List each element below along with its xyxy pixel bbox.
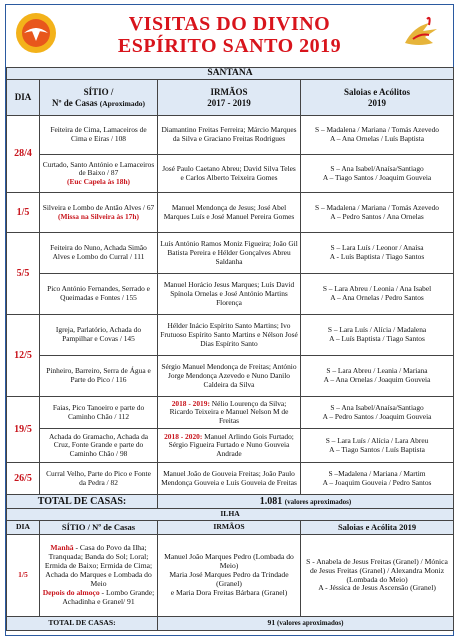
title-line-2: ESPÍRITO SANTO 2019: [117, 35, 342, 57]
table-row: [7, 274, 454, 315]
santana-total-row: [7, 495, 454, 509]
col-dia: DIA: [7, 80, 40, 116]
total-label: TOTAL DE CASAS:: [7, 617, 158, 631]
col-sitio: SÍTIO / Nº de Casas (Aproximado): [40, 80, 158, 116]
brothers-cell: Sérgio Manuel Mendonça de Freitas; António Jorge Mendonça Azevedo e Nuno Danilo Caldeira da Silva: [158, 356, 301, 397]
table-row: [7, 116, 454, 155]
table-row: [7, 315, 454, 356]
saloias-cell: S – Lara Abreu / Leonia / Ana Isabel A – Ana Ornelas / Pedro Santos: [301, 274, 454, 315]
site-cell: Curral Velho, Parte do Pico e Fonte da Pedra / 82: [40, 463, 158, 495]
brothers-cell: 2018 - 2020: Manuel Arlindo Gois Furtado; Sérgio Figueira Furtado e Nuno Gouveia Andrade: [158, 429, 301, 463]
day-cell: 12/5: [7, 315, 40, 397]
saloias-cell: S –Madalena / Mariana / Martim A – Joaquim Gouveia / Pedro Santos: [301, 463, 454, 495]
saloias-cell: S – Madalena / Mariana / Tomás Azevedo A – Pedro Santos / Ana Ornelas: [301, 193, 454, 233]
total-value-cell: [158, 617, 454, 631]
saloias-cell: S – Lara Luís / Leonor / Anaísa A - Luís Baptista / Tiago Santos: [301, 233, 454, 274]
day-cell: 19/5: [7, 397, 40, 463]
site-cell: Feiteira do Nuno, Achada Simão Alves e Lombo do Curral / 111: [40, 233, 158, 274]
ilha-section-title: ILHA: [7, 509, 454, 521]
col-saloias: Saloias e Acólitos 2019: [301, 80, 454, 116]
col-saloias: Saloias e Acólita 2019: [301, 521, 454, 535]
total-value-cell: [158, 495, 454, 509]
saloias-cell: S – Lara Abreu / Leania / Mariana A – Ana Ornelas / Joaquim Gouveia: [301, 356, 454, 397]
document-sheet: [5, 4, 454, 636]
table-row: [7, 429, 454, 463]
site-cell: Igreja, Parlatório, Achada do Pampilhar e Covas / 145: [40, 315, 158, 356]
brothers-cell: José Paulo Caetano Abreu; David Silva Teles e Carlos Alberto Teixeira Gomes: [158, 155, 301, 193]
day-cell: 28/4: [7, 116, 40, 193]
ilha-table: [6, 508, 454, 631]
table-row: [7, 463, 454, 495]
site-cell: Achada do Gramacho, Achada da Cruz, Fonte Grande e parte do Caminho Chão / 98: [40, 429, 158, 463]
title-line-1: VISITAS DO DIVINO: [128, 13, 331, 35]
table-row: [7, 233, 454, 274]
saloias-cell: S – Ana Isabel/Anaísa/Santiago A – Tiago Santos / Joaquim Gouveia: [301, 155, 454, 193]
brothers-cell: 2018 - 2019: Nélio Lourenço da Silva; Ricardo Teixeira e Manuel Nelson M de Freitas: [158, 397, 301, 429]
table-row: [7, 535, 454, 617]
table-row: [7, 356, 454, 397]
saloias-cell: S – Ana Isabel/Anaísa/Santiago A – Pedro Santos / Joaquim Gouveia: [301, 397, 454, 429]
brothers-cell: Manuel João Marques Pedro (Lombada do Meio) Maria José Marques Pedro da Trindade (Granel) e Maria Dora Freitas Bárbara (Granel): [158, 535, 301, 617]
site-cell: Manhã - Casa do Povo da Ilha; Tranquada; Banda do Sol; Loral; Ermida de Baixo; Ermida de Cima; Achada do Marques e Lombada do Meio Depois do almoço - Lombo Grande; Achadinha e Granel/ 91: [40, 535, 158, 617]
dove-flame-icon: [399, 13, 443, 57]
santana-section-title: SANTANA: [7, 68, 454, 80]
brothers-cell: Diamantino Freitas Ferreira; Márcio Marques da Silva e Graciano Freitas Rodrigues: [158, 116, 301, 155]
brothers-cell: Luís António Ramos Moniz Figueira; João Gil Batista Pereira e Hélder Gonçalves Abreu Saldanha: [158, 233, 301, 274]
site-cell: Pico António Fernandes, Serrado e Queimadas e Fontes / 155: [40, 274, 158, 315]
total-note: (valores aproximados): [277, 619, 344, 628]
total-label: TOTAL DE CASAS:: [7, 495, 158, 509]
brothers-cell: Hélder Inácio Espírito Santo Martins; Ivo Frutuoso Espírito Santo Martins e Nélson José Dias Espírito Santo: [158, 315, 301, 356]
table-row: [7, 193, 454, 233]
col-irmaos: IRMÃOS 2017 - 2019: [158, 80, 301, 116]
site-cell: Pinheiro, Barreiro, Serra de Água e Parte do Pico / 116: [40, 356, 158, 397]
brothers-cell: Manuel Mendonça de Jesus; José Abel Marques Luís e José Manuel Pereira Gomes: [158, 193, 301, 233]
day-cell: 1/5: [7, 535, 40, 617]
site-note: (Euc Capela às 18h): [66, 177, 131, 187]
day-cell: 1/5: [7, 193, 40, 233]
brothers-cell: Manuel João de Gouveia Freitas; João Paulo Mendonça Gouveia e Luís Gouveia de Freitas: [158, 463, 301, 495]
col-dia: DIA: [7, 521, 40, 535]
col-irmaos: IRMÃOS: [158, 521, 301, 535]
site-cell: Feiteira de Cima, Lamaceiros de Cima e Eiras / 108: [40, 116, 158, 155]
total-value: 1.081: [259, 495, 283, 507]
day-cell: 5/5: [7, 233, 40, 315]
saloias-cell: S – Madalena / Mariana / Tomás Azevedo A – Ana Ornelas / Luís Baptista: [301, 116, 454, 155]
santana-table: [6, 67, 454, 509]
total-value: 91: [267, 618, 276, 628]
site-cell: Faias, Pico Tanoeiro e parte do Caminho Chão / 112: [40, 397, 158, 429]
day-cell: 26/5: [7, 463, 40, 495]
col-sitio: SÍTIO / Nº de Casas: [40, 521, 158, 535]
saloias-cell: S – Lara Luís / Alícia / Madalena A – Luís Baptista / Tiago Santos: [301, 315, 454, 356]
site-note: (Missa na Silveira às 17h): [58, 211, 139, 221]
brothers-cell: Manuel Horácio Jesus Marques; Luís David Spínola Ornelas e José António Martins Florença: [158, 274, 301, 315]
saloias-cell: S - Anabela de Jesus Freitas (Granel) / Mónica de Jesus Freitas (Granel) / Alexandra Moniz (Lombada do Meio) A - Jéssica de Jesus Ascensão (Granel): [301, 535, 454, 617]
saloias-cell: S – Lara Luís / Alícia / Lara Abreu A – Tiago Santos / Luís Baptista: [301, 429, 454, 463]
site-cell: Curtado, Santo António e Lamaceiros de Baixo / 87 (Euc Capela às 18h): [40, 155, 158, 193]
ilha-total-row: [7, 617, 454, 631]
site-cell: Silveira e Lombo de Antão Alves / 67 (Missa na Silveira às 17h): [40, 193, 158, 233]
total-note: (valores aproximados): [284, 497, 352, 506]
table-row: [7, 155, 454, 193]
table-row: [7, 397, 454, 429]
header: [6, 5, 453, 67]
